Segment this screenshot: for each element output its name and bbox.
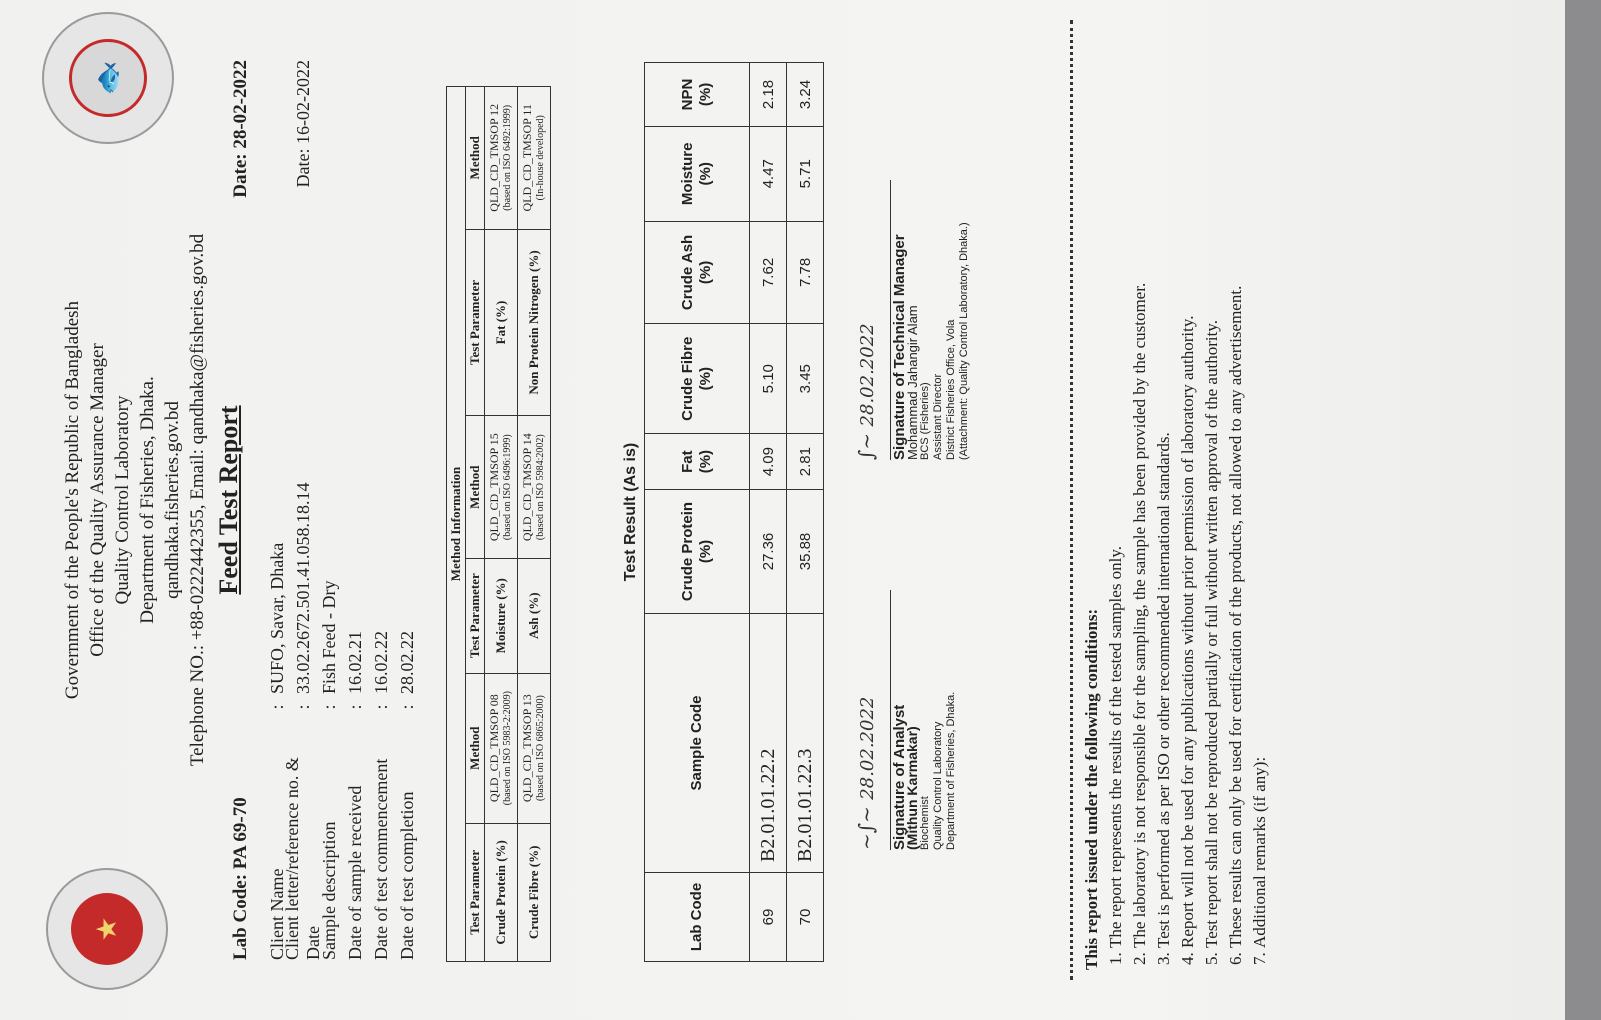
manager-signature-block — [854, 180, 971, 460]
info-row — [342, 40, 368, 960]
condition-item: 2. The laboratory is not responsible for the sampling, the sample has been provided by the customer. — [1128, 10, 1152, 948]
report-title: Feed Test Report — [214, 405, 243, 595]
condition-item: 6. These results can only be used for certification of the products, not allowed to any advertisement. — [1224, 10, 1248, 948]
conditions-list — [1104, 10, 1272, 970]
method-basis: (based on ISO 6865:2000) — [535, 695, 546, 802]
signatory-line: BCS (Fisheries) — [919, 382, 931, 460]
info-colon: : — [318, 704, 339, 710]
signatory-line: Biochemist — [919, 796, 931, 850]
lab-code: Lab Code: PA 69-70 — [230, 797, 251, 960]
condition-item: 1. The report represents the results of the tested samples only. — [1104, 10, 1128, 948]
column-header: Method — [466, 87, 485, 230]
info-value: 16.02.21 — [344, 631, 365, 694]
column-header: Test Parameter — [466, 823, 485, 961]
table-cell: 69 — [750, 873, 787, 962]
method-basis: (based on ISO 6492:1999) — [502, 104, 513, 211]
signatory-name: (Mithun Karmakar) — [904, 726, 920, 850]
header-line: Telephone NO.: +88-0222442355, Email: qandhaka@fisheries.gov.bd — [187, 233, 208, 767]
condition-item: 5. Test report shall not be reproduced partially or full without written approval of the authority. — [1200, 10, 1224, 948]
method-cell — [518, 416, 551, 559]
conditions-heading: This report issued under the following conditions: — [1082, 608, 1101, 970]
header-line: Government of the People's Republic of Bangladesh — [62, 300, 83, 700]
table-row — [787, 63, 824, 962]
method-cell — [485, 673, 518, 823]
column-header: Method — [466, 673, 485, 823]
table-cell: B2.01.01.22.2 — [750, 614, 787, 873]
table-cell: 5.71 — [787, 126, 824, 221]
method-code: QLD_CD_TMSOP 08 — [487, 694, 501, 803]
info-value: Fish Feed - Dry — [318, 580, 339, 694]
report-date: Date: 28-02-2022 — [230, 60, 251, 198]
fish-logo-icon: 🐟 — [69, 39, 147, 117]
info-label: Sample description — [318, 821, 339, 960]
table-row — [518, 87, 551, 962]
test-result-table — [644, 62, 824, 962]
info-colon: : — [370, 704, 391, 710]
column-header: Lab Code — [645, 873, 750, 962]
method-code: QLD_CD_TMSOP 11 — [520, 104, 534, 212]
report-header — [60, 60, 244, 940]
table-cell: B2.01.01.22.3 — [787, 614, 824, 873]
handwritten-signature-icon: ~∫~ 28.02.2022 — [854, 696, 878, 850]
info-label: Client letter/reference no. & Date — [282, 757, 323, 960]
info-row — [316, 40, 342, 960]
method-cell — [485, 416, 518, 559]
table-cell: 3.45 — [787, 324, 824, 434]
info-colon: : — [396, 704, 417, 710]
signatory-line: District Fisheries Office, Vola — [945, 319, 957, 460]
method-code: QLD_CD_TMSOP 14 — [520, 433, 534, 542]
table-cell: 35.88 — [787, 489, 824, 613]
info-row — [282, 40, 323, 960]
header-line: Department of Fisheries, Dhaka. — [137, 376, 158, 624]
signatory-line: Mohammad Jahangir Alam — [905, 305, 920, 460]
method-cell — [518, 87, 551, 230]
reference-date: Date: 16-02-2022 — [292, 60, 313, 188]
info-value: 28.02.22 — [396, 631, 417, 694]
info-label: Client Name — [266, 868, 287, 960]
info-label: Date of sample received — [344, 785, 365, 960]
column-header: Test Parameter — [466, 229, 485, 416]
method-basis: (In-house developed) — [535, 115, 546, 201]
condition-item: 4. Report will not be used for any publications without prior permission of laboratory authority. — [1176, 10, 1200, 948]
method-code: QLD_CD_TMSOP 15 — [487, 433, 501, 542]
method-code: QLD_CD_TMSOP 12 — [487, 103, 501, 212]
table-cell: 70 — [787, 873, 824, 962]
table-cell: 4.09 — [750, 434, 787, 490]
signature-date: 28.02.2022 — [857, 323, 878, 427]
dotted-divider — [1070, 20, 1073, 980]
column-header: Crude Protein (%) — [645, 489, 750, 613]
method-basis: (based on ISO 6496:1999) — [502, 434, 513, 541]
signatory-line: Quality Control Laboratory — [932, 721, 944, 850]
info-colon: : — [292, 704, 313, 710]
header-line: Quality Control Laboratory — [112, 395, 133, 605]
parameter-cell: Crude Protein (%) — [485, 823, 518, 961]
table-cell: 7.78 — [787, 221, 824, 324]
column-header: Sample Code — [645, 614, 750, 873]
method-cell — [518, 673, 551, 823]
method-basis: (based on ISO 5984:2002) — [535, 434, 546, 541]
column-header: Test Parameter — [466, 558, 485, 673]
method-table-title: Method Information — [447, 87, 466, 962]
header-line: qandhaka.fisheries.gov.bd — [162, 401, 183, 599]
header-line: Office of the Quality Assurance Manager — [87, 343, 108, 657]
table-cell: 7.62 — [750, 221, 787, 324]
table-cell: 5.10 — [750, 324, 787, 434]
handwritten-signature-icon: ∫~ 28.02.2022 — [854, 323, 878, 460]
info-label: Date of test completion — [396, 791, 417, 960]
column-header: Crude Ash (%) — [645, 221, 750, 324]
signature-date: 28.02.2022 — [857, 696, 878, 800]
table-cell: 2.81 — [787, 434, 824, 490]
client-info — [264, 40, 420, 960]
table-row — [485, 87, 518, 962]
signature-title: Signature of Technical Manager — [890, 180, 906, 460]
info-colon: : — [344, 704, 365, 710]
info-row — [394, 40, 420, 960]
column-header: Fat (%) — [645, 434, 750, 490]
table-cell: 3.24 — [787, 63, 824, 127]
method-cell — [485, 87, 518, 230]
method-information-table — [446, 86, 551, 962]
condition-item: 3. Test is performed as per ISO or other recommended international standards. — [1152, 10, 1176, 948]
table-cell: 27.36 — [750, 489, 787, 613]
column-header: NPN (%) — [645, 63, 750, 127]
info-row — [368, 40, 394, 960]
parameter-cell: Crude Fibre (%) — [518, 823, 551, 961]
test-result-title: Test Result (As is) — [622, 442, 639, 582]
column-header: Method — [466, 416, 485, 559]
signatory-line: Department of Fisheries, Dhaka. — [945, 691, 957, 850]
info-value: SUFO, Savar, Dhaka — [266, 542, 287, 694]
table-row — [750, 63, 787, 962]
parameter-cell: Ash (%) — [518, 558, 551, 673]
table-cell: 2.18 — [750, 63, 787, 127]
table-cell: 4.47 — [750, 126, 787, 221]
table-header-row — [466, 87, 485, 962]
signatory-line: Assistant Director — [932, 373, 944, 460]
info-colon: : — [266, 704, 287, 710]
column-header: Moisture (%) — [645, 126, 750, 221]
conditions-section — [1080, 10, 1272, 970]
seal-map-icon: ★ — [71, 893, 143, 965]
signature-title: Signature of Analyst — [890, 590, 906, 850]
info-value: 33.02.2672.501.41.058.18.14 — [292, 482, 313, 694]
table-title-row — [447, 87, 466, 962]
method-basis: (based on ISO 5983-2:2009) — [502, 691, 513, 806]
parameter-cell: Non Protein Nitrogen (%) — [518, 229, 551, 416]
parameter-cell: Fat (%) — [485, 229, 518, 416]
table-header-row — [645, 63, 750, 962]
column-header: Crude Fibre (%) — [645, 324, 750, 434]
signatory-line: (Attachment: Quality Control Laboratory, Dhaka.) — [958, 222, 970, 460]
analyst-signature-block — [854, 590, 958, 850]
method-code: QLD_CD_TMSOP 13 — [520, 694, 534, 803]
info-value: 16.02.22 — [370, 631, 391, 694]
condition-item: 7. Additional remarks (if any): — [1248, 10, 1272, 948]
feed-test-report-document — [40, 0, 1580, 1000]
parameter-cell: Moisture (%) — [485, 558, 518, 673]
info-label: Date of test commencement — [370, 758, 391, 960]
